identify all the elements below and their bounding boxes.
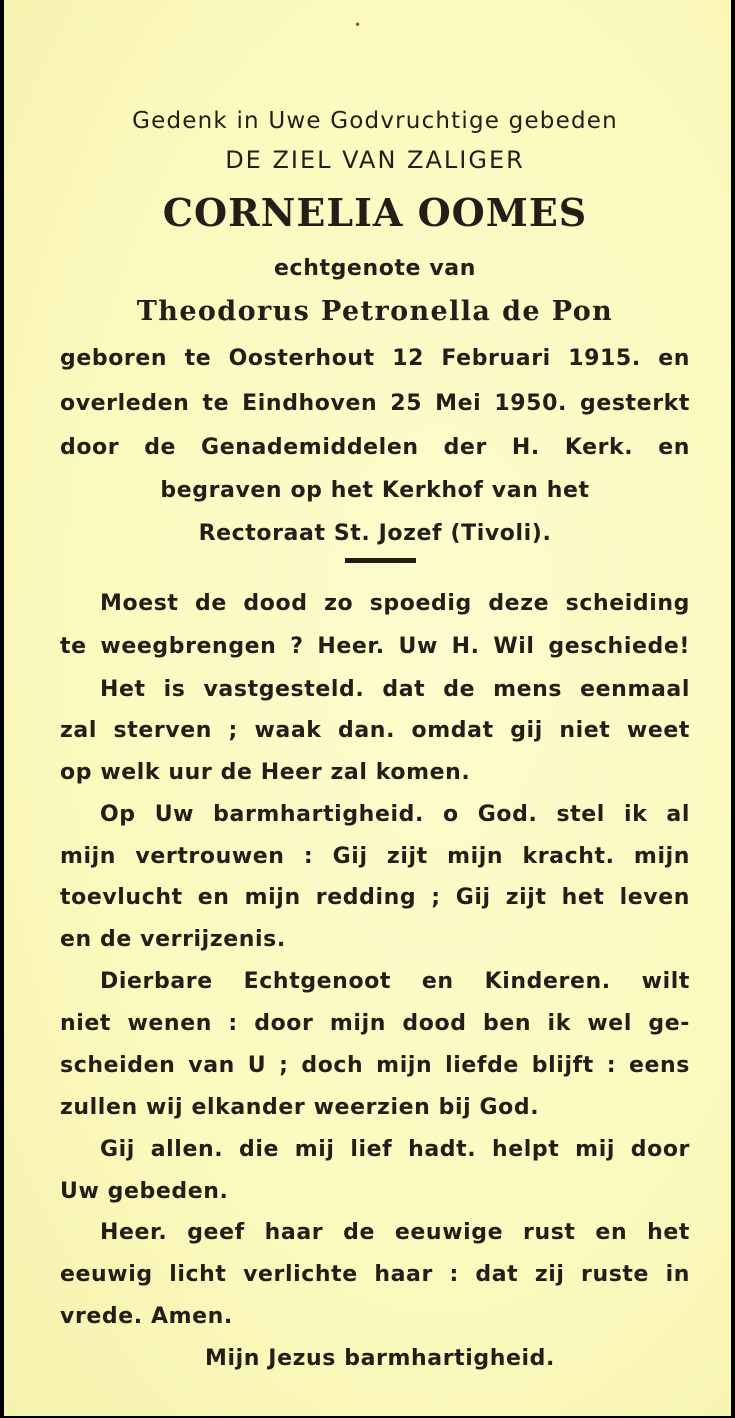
prayer-line: Moest de dood zo spoedig deze scheiding [100,591,690,616]
ink-mark: • [354,18,362,32]
deceased-name: CORNELIA OOMES [162,190,588,235]
prayer-line: Gij allen. die mij lief hadt. helpt mij door [100,1137,690,1162]
prayer-line: vrede. Amen. [60,1304,233,1329]
prayer-line: te weegbrengen ? Heer. Uw H. Wil geschiede! [60,634,690,659]
bio-line: door de Genademiddelen der H. Kerk. en [60,435,690,460]
closing-invocation: Mijn Jezus barmhartigheid. [205,1346,555,1371]
opening-line: Gedenk in Uwe Godvruchtige gebeden [132,108,618,134]
bio-line: begraven op het Kerkhof van het [160,478,590,503]
bio-line: geboren te Oosterhout 12 Februari 1915. en [60,346,690,371]
prayer-line: Op Uw barmhartigheid. o God. stel ik al [100,802,690,827]
prayer-line: op welk uur de Heer zal komen. [60,760,471,785]
prayer-line: Dierbare Echtgenoot en Kinderen. wilt [100,969,690,994]
bio-line: overleden te Eindhoven 25 Mei 1950. gesterkt [60,391,690,416]
divider-rule [345,558,416,563]
prayer-line: en de verrijzenis. [60,927,286,952]
prayer-line: zal sterven ; waak dan. omdat gij niet weet [60,718,690,743]
prayer-line: Het is vastgesteld. dat de mens eenmaal [100,677,690,702]
prayer-line: niet wenen : door mijn dood ben ik wel ge- [60,1011,690,1036]
husband-name: Theodorus Petronella de Pon [136,296,614,327]
prayer-line: eeuwig licht verlichte haar : dat zij ruste in [60,1262,690,1287]
prayer-line: toevlucht en mijn redding ; Gij zijt het leven [60,885,690,910]
prayer-line: mijn vertrouwen : Gij zijt mijn kracht. mijn [60,844,690,869]
prayer-line: Heer. geef haar de eeuwige rust en het [100,1220,690,1245]
prayer-line: zullen wij elkander weerzien bij God. [60,1095,540,1120]
bio-line: Rectoraat St. Jozef (Tivoli). [198,521,552,546]
soul-line: DE ZIEL VAN ZALIGER [225,146,525,174]
prayer-line: Uw gebeden. [60,1179,229,1204]
prayer-line: scheiden van U ; doch mijn liefde blijft : eens [60,1053,690,1078]
memorial-card [4,0,731,1416]
relation-line: echtgenote van [274,256,476,281]
